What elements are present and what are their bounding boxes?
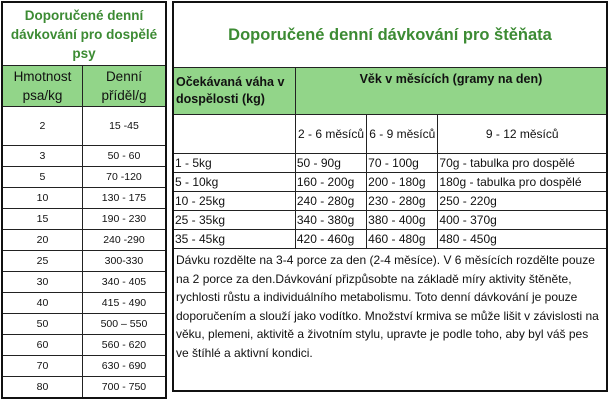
table-row (2, 356, 166, 377)
age-9-12-cell: 400 - 370g (438, 211, 607, 230)
table-row (2, 230, 166, 251)
dog-weight-cell: 50 (2, 314, 82, 335)
table-row (173, 230, 607, 249)
daily-portion-cell: 560 - 620 (82, 335, 166, 356)
expected-weight-cell: 5 - 10kg (173, 173, 295, 192)
dog-weight-cell: 3 (2, 146, 82, 167)
daily-portion-cell: 130 - 175 (82, 188, 166, 209)
age-6-9-cell: 200 - 180g (367, 173, 438, 192)
expected-weight-cell: 10 - 25kg (173, 192, 295, 211)
dog-weight-cell: 5 (2, 167, 82, 188)
daily-portion-cell: 15 -45 (82, 107, 166, 146)
age-6-9-cell: 70 - 100g (367, 154, 438, 173)
table-row (173, 173, 607, 192)
dog-weight-cell: 20 (2, 230, 82, 251)
weight-column-header: Hmotnost psa/kg (2, 66, 82, 107)
age-6-9-cell: 460 - 480g (367, 230, 438, 249)
table-row (173, 192, 607, 211)
dog-weight-cell: 70 (2, 356, 82, 377)
daily-portion-cell: 70 -120 (82, 167, 166, 188)
dog-weight-cell: 40 (2, 293, 82, 314)
table-row (173, 154, 607, 173)
table-row (2, 107, 166, 146)
expected-weight-header: Očekávaná váha v dospělosti (kg) (173, 68, 295, 115)
puppy-table-body (173, 154, 607, 249)
age-2-6-cell: 420 - 460g (295, 230, 366, 249)
adult-table-body (2, 107, 166, 399)
age-2-6-cell: 160 - 200g (295, 173, 366, 192)
expected-weight-cell: 1 - 5kg (173, 154, 295, 173)
table-row (2, 377, 166, 399)
table-row (2, 146, 166, 167)
daily-portion-cell: 630 - 690 (82, 356, 166, 377)
puppy-table-title: Doporučené denní dávkování pro štěňata (173, 2, 607, 68)
age-column-9-12: 9 - 12 měsíců (438, 115, 607, 154)
adult-dosage-table (1, 1, 167, 399)
dog-weight-cell: 80 (2, 377, 82, 399)
dog-weight-cell: 25 (2, 251, 82, 272)
expected-weight-cell: 25 - 35kg (173, 211, 295, 230)
table-row (2, 314, 166, 335)
daily-portion-cell: 240 -290 (82, 230, 166, 251)
daily-portion-cell: 300-330 (82, 251, 166, 272)
age-9-12-cell: 70g - tabulka pro dospělé (438, 154, 607, 173)
age-2-6-cell: 240 - 280g (295, 192, 366, 211)
dog-weight-cell: 60 (2, 335, 82, 356)
daily-portion-cell: 340 - 405 (82, 272, 166, 293)
dog-weight-cell: 10 (2, 188, 82, 209)
age-6-9-cell: 380 - 400g (367, 211, 438, 230)
table-row (2, 272, 166, 293)
age-9-12-cell: 250 - 220g (438, 192, 607, 211)
age-9-12-cell: 180g - tabulka pro dospělé (438, 173, 607, 192)
daily-portion-cell: 700 - 750 (82, 377, 166, 399)
age-column-2-6: 2 - 6 měsíců (295, 115, 366, 154)
age-column-6-9: 6 - 9 měsíců (367, 115, 438, 154)
table-row (2, 335, 166, 356)
table-row (2, 188, 166, 209)
table-row (173, 211, 607, 230)
table-row (2, 167, 166, 188)
age-6-9-cell: 230 - 280g (367, 192, 438, 211)
dog-weight-cell: 30 (2, 272, 82, 293)
adult-table-title: Doporučené denní dávkování pro dospělé psy (2, 2, 166, 66)
daily-portion-cell: 190 - 230 (82, 209, 166, 230)
age-9-12-cell: 480 - 450g (438, 230, 607, 249)
empty-header-cell (173, 115, 295, 154)
table-row (2, 251, 166, 272)
daily-portion-cell: 415 - 490 (82, 293, 166, 314)
age-2-6-cell: 340 - 380g (295, 211, 366, 230)
table-row (2, 209, 166, 230)
expected-weight-cell: 35 - 45kg (173, 230, 295, 249)
daily-portion-cell: 50 - 60 (82, 146, 166, 167)
feeding-notes: Dávku rozdělte na 3-4 porce za den (2-4 měsíce). V 6 měsících rozdělte pouze na 2 porce za den.Dávkování přizpůsobte na základě míry aktivity štěněte, rychlosti růstu a individuálního metabolismu. Toto denní dávkování je pouze doporučením a slouží jako vodítko. Množství krmiva se může lišit v závislosti na věku, plemeni, aktivitě a životním stylu, upravte je podle toho, aby byl váš pes ve štíhlé a aktivní kondici. (173, 249, 607, 392)
portion-column-header: Denní příděl/g (82, 66, 166, 107)
age-header: Věk v měsících (gramy na den) (295, 68, 607, 115)
dog-weight-cell: 2 (2, 107, 82, 146)
age-2-6-cell: 50 - 90g (295, 154, 366, 173)
table-row (2, 293, 166, 314)
daily-portion-cell: 500 – 550 (82, 314, 166, 335)
puppy-dosage-table (172, 1, 608, 392)
dog-weight-cell: 15 (2, 209, 82, 230)
